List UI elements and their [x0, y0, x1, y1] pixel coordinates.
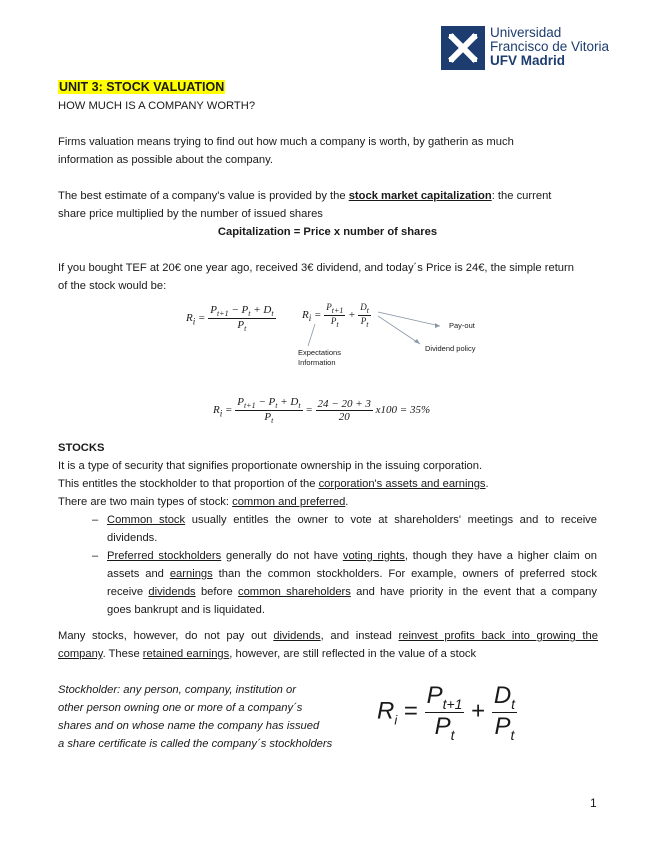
page-number: 1 — [590, 796, 597, 810]
capitalization-line-1: The best estimate of a company's value is provided by the stock market capitalization: the current — [58, 190, 552, 202]
stockholder-def-line-4: a share certificate is called the company´s stockholders — [58, 738, 333, 750]
page-title: UNIT 3: STOCK VALUATION — [59, 80, 225, 94]
retained-earnings-link: retained earnings — [142, 648, 230, 660]
subtitle: HOW MUCH IS A COMPANY WORTH? — [58, 100, 256, 112]
university-name: Universidad Francisco de Vitoria UFV Madrid — [490, 25, 610, 68]
common-preferred-link: common and preferred — [232, 496, 346, 508]
dividends-link: dividends — [148, 586, 196, 598]
capitalization-formula: Capitalization = Price x number of shares — [217, 226, 438, 238]
dividend-policy-label: Dividend policy — [425, 344, 476, 353]
common-shareholders-link: common shareholders — [237, 586, 351, 598]
preferred-stockholders-link: Preferred stockholders — [107, 550, 222, 562]
common-stock-line-1: Common stock usually entitles the owner to vote at shareholders' meetings and to receive — [107, 514, 597, 526]
assets-earnings-link: corporation's assets and earnings — [318, 478, 486, 490]
bullet-dash: – — [92, 514, 99, 526]
university-logo-icon — [441, 26, 485, 70]
stock-market-capitalization-link: stock market capitalization — [348, 190, 492, 202]
common-stock-line-2: dividends. — [107, 532, 158, 544]
example-line-2: of the stock would be: — [58, 280, 167, 292]
stocks-line-1: It is a type of security that signifies proportionate ownership in the issuing corporation. — [58, 460, 483, 472]
intro-line-1: Firms valuation means trying to find out how much a company is worth, by gatherin as much — [58, 136, 514, 148]
company-link: company — [58, 648, 103, 660]
stocks-line-2: This entitles the stockholder to that proportion of the corporation's assets and earnings. — [58, 478, 489, 490]
expectations-label: Expectations Information — [298, 348, 341, 367]
stockholder-def-line-2: other person owning one or more of a company´s — [58, 702, 303, 714]
bullet-dash: – — [92, 550, 99, 562]
intro-line-2: information as possible about the company. — [58, 154, 273, 166]
dividends-link-2: dividends — [273, 630, 321, 642]
preferred-line-3: receive dividends before common shareholders and have priority in the event that a company — [107, 586, 597, 598]
capitalization-line-2: share price multiplied by the number of issued shares — [58, 208, 323, 220]
voting-rights-link: voting rights — [342, 550, 405, 562]
worked-return-equation: $R_i$ = $\frac{P_{t+1} - P_t + D_t}{P_t}$ = $\frac{24 - 20 + 3}{20}$ x100 = 35% — [213, 396, 431, 426]
stocks-heading: STOCKS — [58, 442, 105, 454]
common-stock-link: Common stock — [107, 514, 186, 526]
example-line-1: If you bought TEF at 20€ one year ago, received 3€ dividend, and today´s Price is 24€, the simple return — [58, 262, 574, 274]
reinvest-line-2: company. These retained earnings, however, are still reflected in the value of a stock — [58, 648, 477, 660]
return-formula-split: $R_i$ = $\frac{P_{t+1}}{P_t}$ + $\frac{D_t}{P_t}$ — [302, 302, 370, 329]
preferred-line-1: Preferred stockholders generally do not have voting rights, though they have a higher claim on — [107, 550, 597, 562]
stocks-line-3: There are two main types of stock: common and preferred. — [58, 496, 349, 508]
stockholder-def-line-3: shares and on whose name the company has issued — [58, 720, 320, 732]
preferred-line-2: assets and earnings than the common stockholders. For example, owners of preferred stock — [107, 568, 597, 580]
payout-label: Pay-out — [449, 321, 475, 330]
preferred-line-4: goes bankrupt and is liquidated. — [107, 604, 265, 616]
stockholder-def-line-1: Stockholder: any person, company, institution or — [58, 684, 296, 696]
large-return-formula: $R_i$ = $\frac{P_{t+1}}{P_t}$ + $\frac{D_t}{P_t}$ — [377, 682, 516, 743]
earnings-link: earnings — [169, 568, 213, 580]
reinvest-link: reinvest profits back into growing the — [398, 630, 598, 642]
return-formula-general: $R_i$ = $\frac{P_{t+1} - P_t + D_t}{P_t}$ — [186, 304, 274, 334]
reinvest-line-1: Many stocks, however, do not pay out dividends, and instead reinvest profits back into growing the — [58, 630, 598, 642]
